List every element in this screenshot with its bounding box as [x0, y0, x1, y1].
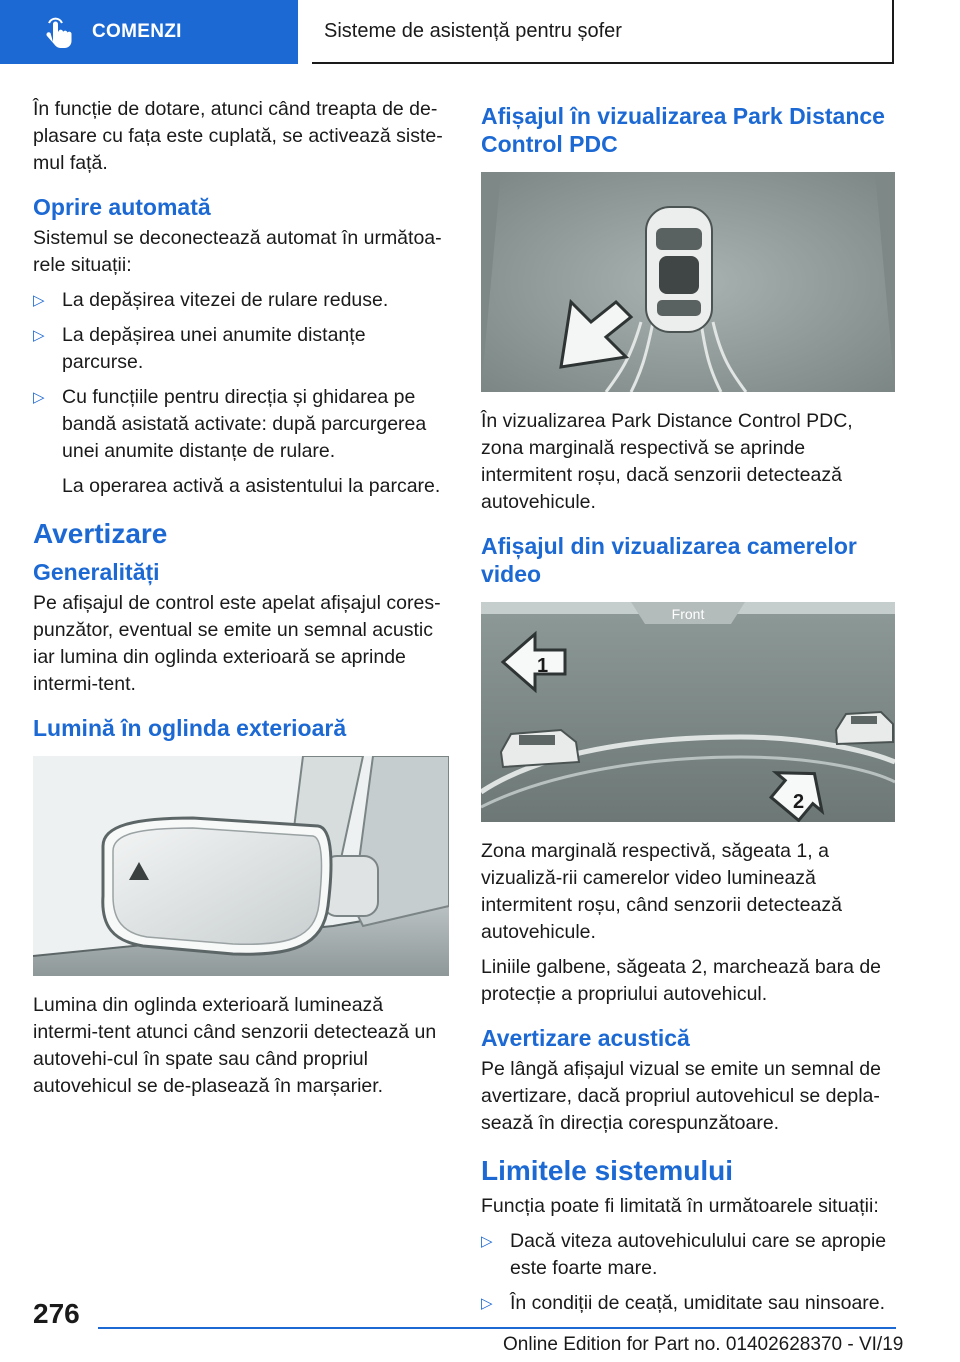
pdc-caption: În vizualizarea Park Distance Control PDC, zona marginală respectivă se aprinde intermitent roșu, dacă senzorii detectează autovehicule.: [481, 410, 853, 513]
mirror-illustration: [33, 756, 449, 976]
acoustic-text: Pe lângă afișajul vizual se emite un semnal de avertizare, dacă propriul autovehicul se depla-sează în direcția corespunzătoare.: [481, 1058, 881, 1134]
auto-off-heading: Oprire automată: [33, 194, 211, 220]
limits-list: [481, 1228, 897, 1317]
list-item: ▷ La depășirea vitezei de rulare reduse.: [33, 287, 449, 314]
pdc-heading: Afișajul în vizualizarea Park Distance Control PDC: [481, 103, 885, 157]
arrow-2-label: 2: [793, 791, 805, 813]
chapter-title: Sisteme de asistență pentru șofer: [312, 0, 894, 64]
list-item: ▷ Cu funcțiile pentru direcția și ghidarea pe bandă asistată activate: după parcurgerea unei anumite distanțe de rulare.: [33, 386, 427, 462]
auto-off-list: [33, 287, 449, 465]
pdc-view-illustration: [481, 172, 895, 392]
triangle-bullet-icon: ▷: [481, 1233, 493, 1250]
camera-view-illustration: [481, 602, 895, 822]
left-car: [501, 730, 579, 767]
right-car: [836, 712, 893, 744]
intro-paragraph: În funcție de dotare, atunci când treapta de de-plasare cu fața este cuplată, se activează siste-mul față.: [33, 98, 443, 174]
auto-off-text: Sistemul se deconectează automat în următoa-rele situații:: [33, 227, 442, 276]
front-label: Front: [671, 606, 705, 622]
general-text: Pe afișajul de control este apelat afișajul cores-punzător, eventual se emite un semnal acustic iar lumina din oglinda exterioară se aprinde intermi-tent.: [33, 592, 441, 695]
triangle-bullet-icon: ▷: [33, 292, 45, 309]
warning-heading: Avertizare: [33, 518, 168, 549]
camera-caption-1: Zona marginală respectivă, săgeata 1, a vizualiză-rii camerelor video luminează intermitent roșu, când senzorii detectează autovehicule.: [481, 840, 842, 943]
section-tab-label: COMENZI: [92, 21, 182, 42]
footer-divider: [98, 1327, 896, 1329]
limits-heading: Limitele sistemului: [481, 1155, 734, 1186]
general-heading: Generalități: [33, 559, 160, 585]
left-column: [33, 96, 449, 1108]
hand-touch-icon: [38, 12, 78, 52]
right-column: [481, 96, 897, 1325]
arrow-1-label: 1: [537, 655, 549, 677]
triangle-bullet-icon: ▷: [33, 327, 45, 344]
limits-text: Funcția poate fi limitată în următoarele situații:: [481, 1195, 879, 1217]
mirror-light-caption: Lumina din oglinda exterioară luminează intermi-tent atunci când senzorii detectează un autovehi-cul în spate sau când propriul autovehicul se de-plasează în marșarier.: [33, 994, 437, 1097]
auto-off-subtext: La operarea activă a asistentului la parcare.: [62, 475, 441, 497]
section-tab[interactable]: [0, 0, 298, 64]
page-number: 276: [33, 1298, 80, 1329]
camera-heading: Afișajul din vizualizarea camerelor video: [481, 533, 857, 587]
acoustic-heading: Avertizare acustică: [481, 1025, 690, 1051]
list-item: ▷ Dacă viteza autovehiculului care se apropie este foarte mare.: [481, 1230, 887, 1279]
mirror-light-heading: Lumină în oglinda exterioară: [33, 715, 347, 741]
camera-caption-2: Liniile galbene, săgeata 2, marchează bara de protecție a propriului autovehicul.: [481, 956, 882, 1005]
edition-text: Online Edition for Part no. 01402628370 - VI/19: [503, 1334, 904, 1355]
list-item: ▷ În condiții de ceață, umiditate sau ninsoare.: [481, 1290, 897, 1317]
triangle-bullet-icon: ▷: [33, 389, 45, 406]
triangle-bullet-icon: ▷: [481, 1295, 493, 1312]
list-item: ▷ La depășirea unei anumite distanțe parcurse.: [33, 324, 366, 373]
